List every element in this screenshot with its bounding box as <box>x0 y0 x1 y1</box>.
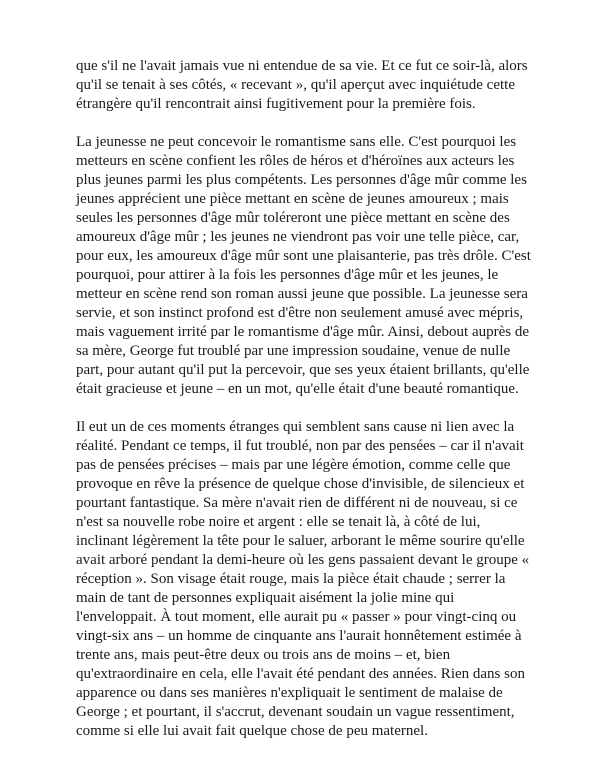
paragraph-1: que s'il ne l'avait jamais vue ni entendue de sa vie. Et ce fut ce soir-là, alors qu'il se tenait à ses côtés, « recevant », qu'il aperçut avec inquiétude cette étrangère qu'il rencontrait ainsi fugitivement pour la première fois. <box>76 58 528 112</box>
document-page <box>76 57 531 760</box>
paragraph-3: Il eut un de ces moments étranges qui semblent sans cause ni lien avec la réalité. Pendant ce temps, il fut troublé, non par des pensées – car il n'avait pas de pensées précises – mais par une légère émotion, comme celle que provoque en rêve la présence de quelque chose d'invisible, de silencieux et pourtant fantastique. Sa mère n'avait rien de différent ni de nouveau, si ce n'est sa nouvelle robe noire et argent : elle se tenait là, à côté de lui, inclinant légèrement la tête pour le saluer, arborant le même sourire qu'elle avait arboré pendant la demi-heure où les gens passaient devant le groupe « réception ». Son visage était rouge, mais la pièce était chaude ; serrer la main de tant de personnes expliquait aisément la jolie mine qui l'enveloppait. À tout moment, elle aurait pu « passer » pour vingt-cinq ou vingt-six ans – un homme de cinquante ans l'aurait honnêtement estimée à trente ans, mais peut-être deux ou trois ans de moins – et, bien qu'extraordinaire en cela, elle l'avait été pendant des années. Rien dans son apparence ou dans ses manières n'expliquait le sentiment de malaise de George ; et pourtant, il s'accrut, devenant soudain un vague ressentiment, comme si elle lui avait fait quelque chose de peu maternel. <box>76 419 530 739</box>
paragraph-2: La jeunesse ne peut concevoir le romantisme sans elle. C'est pourquoi les metteurs en scène confient les rôles de héros et d'héroïnes aux acteurs les plus jeunes parmi les plus compétents. Les personnes d'âge mûr comme les jeunes apprécient une pièce mettant en scène de jeunes amoureux ; mais seules les personnes d'âge mûr toléreront une pièce mettant en scène des amoureux d'âge mûr ; les jeunes ne viendront pas voir une telle pièce, car, pour eux, les amoureux d'âge mûr sont une plaisanterie, pas très drôle. C'est pourquoi, pour attirer à la fois les personnes d'âge mûr et les jeunes, le metteur en scène rend son roman aussi jeune que possible. La jeunesse sera servie, et son instinct profond est d'être non seulement amusé avec mépris, mais vaguement irrité par le romantisme d'âge mûr. Ainsi, debout auprès de sa mère, George fut troublé par une impression soudaine, venue de nulle part, pour autant qu'il put la percevoir, que ses yeux étaient brillants, qu'elle était gracieuse et jeune – en un mot, qu'elle était d'une beauté romantique. <box>76 134 531 397</box>
